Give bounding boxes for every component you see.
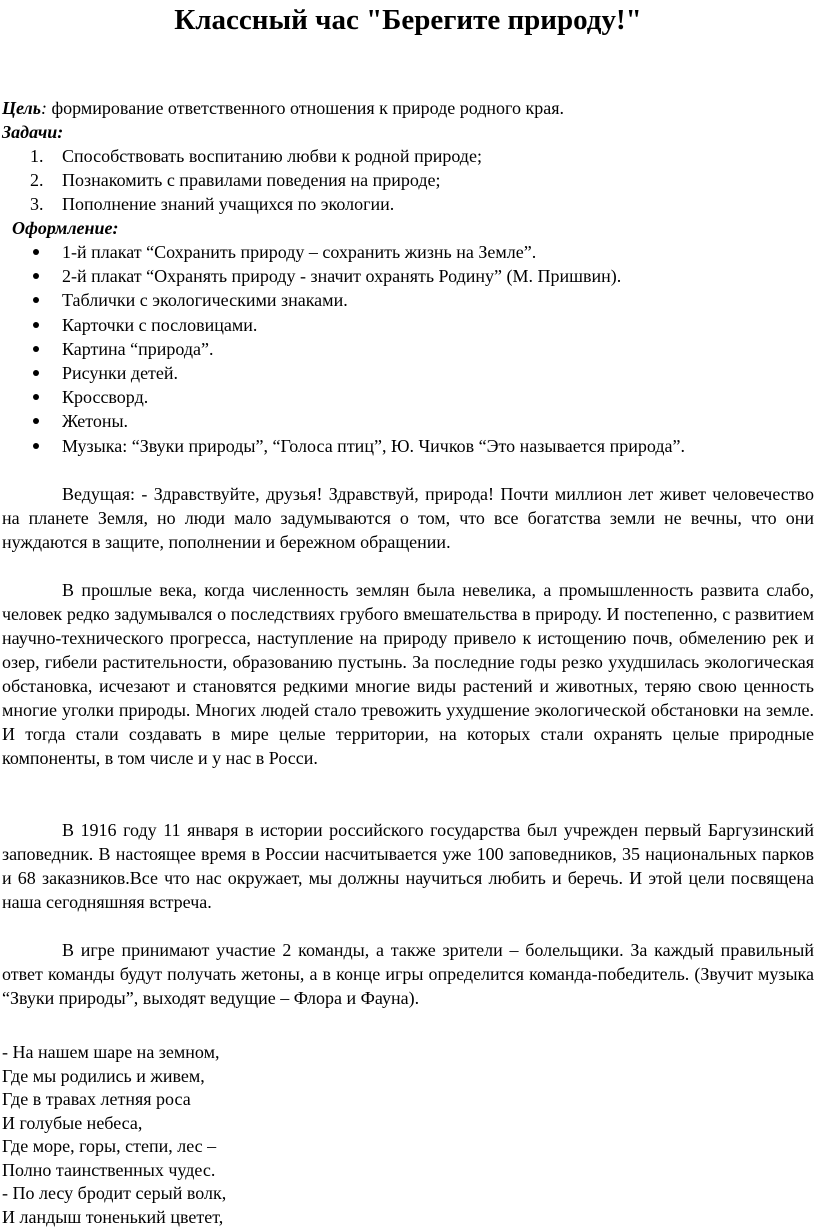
design-item [0,409,685,433]
design-item [0,288,685,312]
tasks-label: Задачи: [2,122,64,142]
design-item-text: Картина “природа”. [62,338,214,359]
task-number: 1. [30,146,44,166]
goal-colon: : [41,98,48,118]
design-item [0,361,685,385]
design-item-text: Рисунки детей. [62,362,179,383]
design-item [0,313,685,337]
paragraph-greeting: Ведущая: - Здравствуйте, друзья! Здравствуй, природа! Почти миллион лет живет человечество на планете Земля, но люди мало задумываются о том, что все богатства земли не вечны, что они нуждаются в защите, пополнении и бережном обращении. [2,484,814,552]
design-item [0,337,685,361]
design-item-text: Музыка: “Звуки природы”, “Голоса птиц”, Ю. Чичков “Это называется природа”. [62,435,685,456]
design-label: Оформление: [12,218,119,238]
design-item [0,385,685,409]
goal-line [2,96,564,120]
bullet-icon [33,249,39,255]
verse-line: - По лесу бродит серый волк, [2,1183,227,1203]
design-list [0,240,685,458]
goal-text: формирование ответственного отношения к природе родного края. [47,98,564,118]
design-item-text: 1-й плакат “Сохранить природу – сохранить жизнь на Земле”. [62,242,537,262]
verse-line: Где море, горы, степи, лес – [2,1136,217,1156]
tasks-list [0,144,482,216]
bullet-icon [33,322,39,328]
verse-line: Где мы родились и живем, [2,1065,205,1086]
bullet-icon [33,297,39,303]
design-item [0,240,685,264]
verse-line: - На нашем шаре на земном, [2,1042,220,1062]
design-item [0,264,685,288]
bullet-icon [33,418,39,424]
task-text: Познакомить с правилами поведения на природе; [62,170,441,190]
verse-line: Где в травах летняя роса [2,1089,191,1109]
bullet-icon [33,443,39,449]
verse-line: И ландыш тоненький цветет, [2,1206,224,1227]
bullet-icon [33,273,39,279]
bullet-icon [33,370,39,376]
task-number: 3. [30,194,44,214]
bullet-icon [33,394,39,400]
task-item [0,192,482,216]
design-item [0,434,685,458]
verse-line: Полно таинственных чудес. [2,1159,216,1180]
document-title: Классный час "Берегите природу!" [174,4,642,36]
goal-label: Цель [2,98,42,118]
paragraph-reserves: В 1916 году 11 января в истории российского государства был учрежден первый Баргузинский заповедник. В настоящее время в России насчитывается уже 100 заповедников, 35 национальных парков и 68 заказников.Все что нас окружает, мы должны научиться любить и беречь. И этой цели посвящена наша сегодняшняя встреча. [2,820,814,912]
design-item-text: Кроссворд. [62,387,149,408]
design-item-text: 2-й плакат “Охранять природу - значит охранять Родину” (М. Пришвин). [62,266,622,287]
paragraph-game-rules: В игре принимают участие 2 команды, а также зрители – болельщики. За каждый правильный ответ команды будут получать жетоны, а в конце игры определится команда-победитель. (Звучит музыка “Звуки природы”, выходят ведущие – Флора и Фауна). [2,940,814,1008]
task-item [0,144,482,168]
task-number: 2. [30,170,44,190]
paragraph-history: В прошлые века, когда численность землян была невелика, а промышленность развита слабо, человек редко задумывался о последствиях грубого вмешательства в природу. И постепенно, с развитием научно-технического прогресса, наступление на природу привело к истощению почв, обмелению рек и озер, гибели растительности, образованию пустынь. За последние годы резко ухудшилась экологическая обстановка, исчезают и становятся редкими многие виды растений и животных, теряю свою ценность многие уголки природы. Многих людей стало тревожить ухудшение экологической обстановки на земле. И тогда стали создавать в мире целые территории, на которых стали охранять целые природные компоненты, в том числе и у нас в Росси. [2,580,814,768]
verse [2,1040,226,1228]
verse-line: И голубые небеса, [2,1112,143,1133]
design-item-text: Жетоны. [62,411,129,432]
task-text: Пополнение знаний учащихся по экологии. [62,194,395,214]
design-item-text: Карточки с пословицами. [62,314,258,335]
task-item [0,168,482,192]
bullet-icon [33,346,39,352]
design-item-text: Таблички с экологическими знаками. [62,290,348,311]
task-text: Способствовать воспитанию любви к родной природе; [62,146,482,166]
